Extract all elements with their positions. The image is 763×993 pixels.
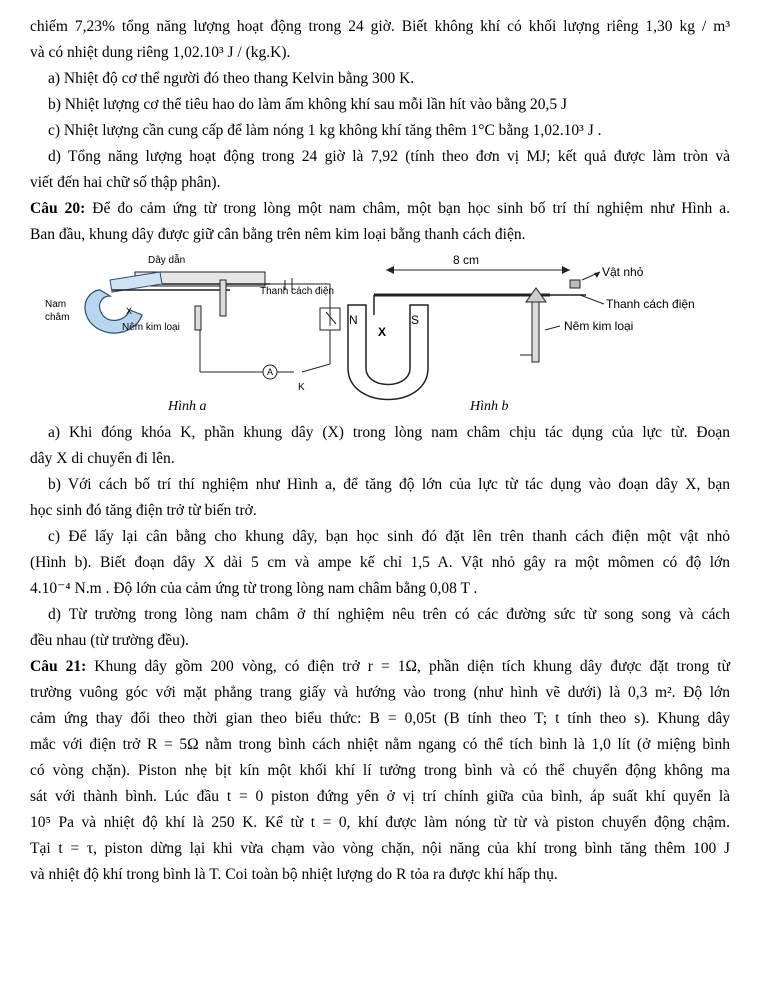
figure-svg (30, 250, 730, 420)
text-line: cảm ứng thay đổi theo thời gian theo biểu thức: B = 0,05t (B tính theo T; t tính theo s). Khung dây (30, 710, 730, 727)
figures (30, 250, 730, 420)
statement-b: b) Với cách bố trí thí nghiệm như Hình a, để tăng độ lớn của lực từ tác dụng vào đoạn dây X, bạn (48, 476, 730, 493)
figure-a-caption: Hình a (168, 399, 207, 414)
text-line: sát với thành bình. Lúc đầu t = 0 piston đứng yên ở vị trí chính giữa của bình, áp suất khí quyển là (30, 788, 730, 805)
figure-a (45, 253, 340, 414)
statement-d-cont: đều nhau (từ trường đều). (30, 632, 189, 649)
figure-b (348, 253, 695, 414)
statement-c-cont: (Hình b). Biết đoạn dây X dài 5 cm và ampe kế chỉ 1,5 A. Vật nhỏ gây ra một mômen có độ lớn (30, 554, 730, 571)
switch-label: K (298, 382, 305, 393)
question-text: Khung dây gồm 200 vòng, có điện trở r = 1Ω, phần diện tích khung dây được đặt trong từ (86, 658, 730, 675)
text-line: và có nhiệt dung riêng 1,02.10³ J / (kg.K). (30, 44, 291, 61)
statement-c-cont: 4.10⁻⁴ N.m . Độ lớn của cảm ứng từ trong lòng nam châm bằng 0,08 T . (30, 580, 478, 597)
text-line: có vòng chặn). Piston nhẹ bịt kín một khối khí lí tưởng trong bình và có thể chuyển động không ma (30, 762, 730, 779)
label-vat-nho: Vật nhỏ (602, 265, 644, 279)
pole-s: S (411, 313, 420, 327)
statement-c: c) Nhiệt lượng cần cung cấp để làm nóng 1 kg không khí tăng thêm 1°C bằng 1,02.10³ J . (48, 122, 602, 139)
question-text: Để đo cảm ứng từ trong lòng một nam châm, một bạn học sinh bố trí thí nghiệm như Hình a. (85, 200, 730, 217)
statement-a-cont: dây X di chuyển đi lên. (30, 450, 175, 467)
label-nem-b: Nêm kim loại (564, 319, 634, 333)
label-nem: Nêm kim loại (122, 322, 180, 333)
label-cham: châm (45, 312, 70, 323)
question-21 (30, 654, 730, 680)
label-day-dan: Dây dẫn (148, 255, 186, 266)
text-line: chiếm 7,23% tổng năng lượng hoạt động trong 24 giờ. Biết không khí có khối lượng riêng 1,30 kg / m³ (30, 18, 730, 35)
text-line: Tại t = τ, piston dừng lại khi vừa chạm vào vòng chặn, nội năng của khí trong bình tăng thêm 100 J (30, 840, 730, 857)
text-line: trường vuông góc với mặt phẳng trang giấy và hướng vào trong (như hình vẽ dưới) là 0,3 m². Độ lớn (30, 684, 730, 701)
pole-n: N (349, 313, 358, 327)
statement-a: a) Khi đóng khóa K, phần khung dây (X) trong lòng nam châm chịu tác dụng của lực từ. Đoạn (48, 424, 730, 441)
question-title: Câu 20: (30, 200, 86, 217)
statement-b: b) Nhiệt lượng cơ thể tiêu hao do làm ấm không khí sau mỗi lần hít vào bằng 20,5 J (48, 96, 567, 113)
question-20 (30, 196, 730, 222)
text-line: và nhiệt độ khí trong bình là T. Coi toàn bộ nhiệt lượng do R tỏa ra được khí hấp thụ. (30, 866, 558, 883)
statement-d: d) Từ trường trong lòng nam châm ở thí nghiệm nêu trên có các đường sức từ song song và cách (48, 606, 730, 623)
statement-b-cont: học sinh đó tăng điện trở từ biến trở. (30, 502, 257, 519)
statement-d: d) Tổng năng lượng hoạt động trong 24 giờ là 7,92 (tính theo đơn vị MJ; kết quả được làm tròn và (48, 148, 730, 165)
text-line: Ban đầu, khung dây được giữ cân bằng trên nêm kim loại bằng thanh cách điện. (30, 226, 526, 243)
document-page (30, 14, 730, 888)
label-8cm: 8 cm (453, 253, 480, 267)
text-line: mắc với điện trở R = 5Ω nằm trong bình cách nhiệt nằm ngang có thể tích bình là 1,0 lít (ở miệng bình (30, 736, 730, 753)
figure-b-caption: Hình b (470, 399, 509, 414)
ammeter-label: A (266, 367, 274, 377)
label-nam: Nam (45, 299, 67, 310)
statement-c: c) Để lấy lại cân bằng cho khung dây, bạn học sinh đó đặt lên trên thanh cách điện một vật nhỏ (48, 528, 730, 545)
statement-a: a) Nhiệt độ cơ thể người đó theo thang Kelvin bằng 300 K. (48, 70, 415, 87)
question-title: Câu 21: (30, 658, 87, 675)
label-x-b: X (378, 325, 387, 339)
text-line: 10⁵ Pa và nhiệt độ khí là 250 K. Kể từ t = 0, khí được làm nóng từ từ và piston chuyển động chậm. (30, 814, 730, 831)
statement-d-cont: viết đến hai chữ số thập phân). (30, 174, 221, 191)
label-thanh-b: Thanh cách điện (606, 297, 695, 311)
label-thanh-cach-dien: Thanh cách điện (260, 286, 334, 297)
label-x: X (126, 306, 133, 316)
